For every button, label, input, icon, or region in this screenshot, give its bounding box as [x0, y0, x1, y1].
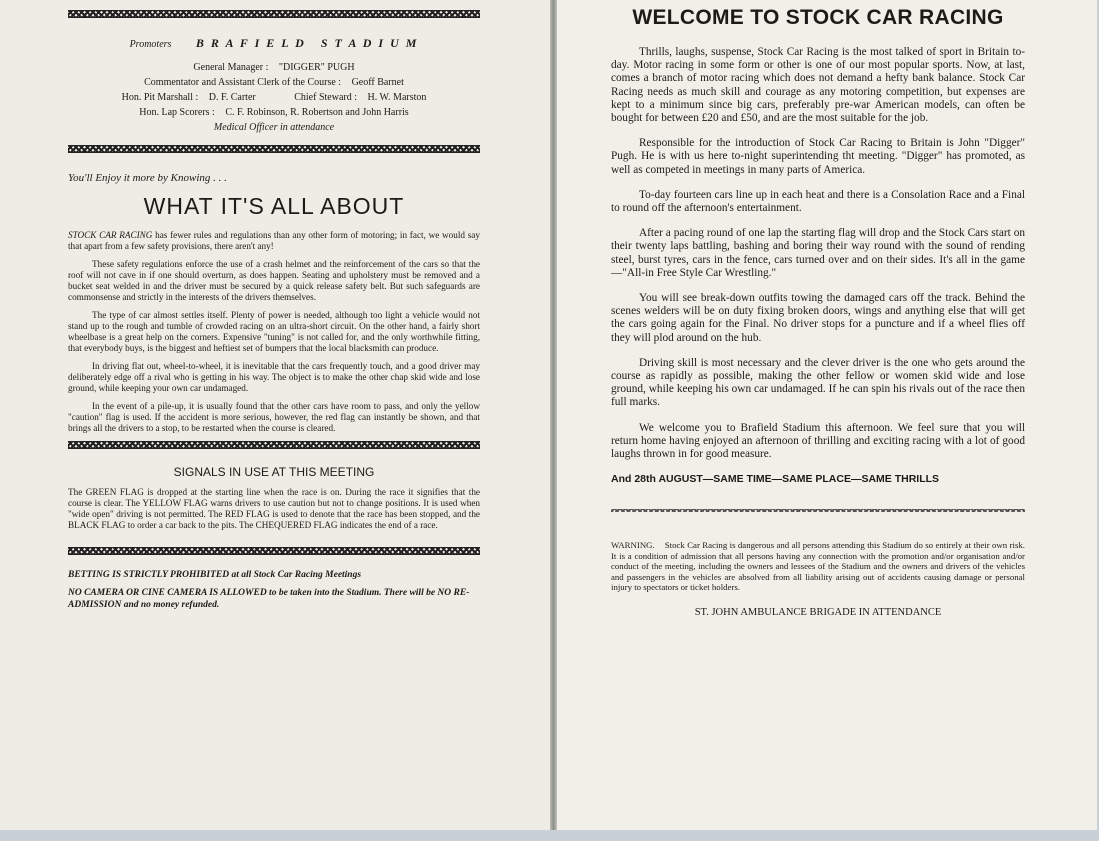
lap-label: Hon. Lap Scorers : — [139, 107, 215, 118]
ambulance-notice: ST. JOHN AMBULANCE BRIGADE IN ATTENDANCE — [694, 606, 942, 618]
welcome-text — [611, 46, 1025, 461]
lap-names: C. F. Robinson, R. Robertson and John Harris — [225, 107, 409, 118]
commentator-name: Geoff Barnet — [351, 77, 404, 88]
welcome-heading: WELCOME TO STOCK CAR RACING — [632, 6, 1004, 29]
camera-notice: NO CAMERA OR CINE CAMERA IS ALLOWED to be taken into the Stadium. There will be NO RE-ADMISSION and no money refunded. — [68, 588, 470, 610]
body-paragraph: To-day fourteen cars line up in each heat and there is a Consolation Race and a Final to round off the afternoon's entertainment. — [611, 188, 1025, 215]
warning-text: Stock Car Racing is dangerous and all persons attending this Stadium do so entirely at their own risk. It is a condition of admission that all persons having any connection with the promotion and/or organisation and/or conduct of the meeting, including the owners and lessees of the Stadium and the owners and drivers of the vehicles and passengers in the vehicles are absolved from all liability arising out of accidents causing damage or personal injury to spectators or ticket holders. — [611, 540, 1025, 593]
signals-text: The GREEN FLAG is dropped at the starting line when the race is on. During the race it signifies that the course is clear. The YELLOW FLAG warns drivers to use caution but not to change positions. It is used when "wide open" driving is not permitted. The RED FLAG is used to denote that the race has been stopped, and the BLACK FLAG to order a car back to the pits. The CHEQUERED FLAG indicates the end of a race. — [68, 487, 480, 530]
right-page — [557, 0, 1097, 830]
body-paragraph: We welcome you to Brafield Stadium this afternoon. We feel sure that you will return home having enjoyed an afternoon of thrilling and exciting racing with a lot of good laughs thrown in for good measure. — [611, 421, 1025, 461]
decorative-rule — [68, 547, 480, 555]
commentator-label: Commentator and Assistant Clerk of the Course : — [144, 77, 342, 88]
next-meeting: And 28th AUGUST—SAME TIME—SAME PLACE—SAME THRILLS — [611, 473, 940, 486]
body-paragraph: You will see break-down outfits towing the damaged cars off the track. Behind the scenes welders will be on duty fixing broken doors, wings and anything else that will get the cars going again for the Final. No driver stops for a puncture and if a wheel flies off they will plod around on the hub. — [611, 292, 1025, 344]
intro-lead: STOCK CAR RACING — [68, 230, 153, 240]
warning-label: WARNING. — [611, 540, 655, 551]
intro-rest: has fewer rules and regulations than any other form of motoring; in fact, we would say that apart from a few safety provisions, there aren't any! — [68, 230, 480, 251]
decorative-rule — [68, 10, 480, 18]
steward-label: Chief Steward : — [294, 92, 357, 103]
pit-name: D. F. Carter — [208, 92, 256, 103]
body-paragraph: Responsible for the introduction of Stock Car Racing to Britain is John "Digger" Pugh. He is with us here to-night superintending tht meeting. "Digger" has promoted, as well as competed in meetings in many parts of America. — [611, 137, 1025, 176]
warning-notice — [611, 540, 1025, 593]
officials-block — [68, 36, 480, 135]
body-paragraph: In the event of a pile-up, it is usually found that the other cars have room to pass, and only the yellow "caution" flag is used. If the accident is more serious, however, the red flag can instantly be shown, and that brings all the drivers to a stop, to be restarted when the course is cleared. — [68, 401, 480, 433]
left-page — [0, 0, 550, 830]
betting-notice: BETTING IS STRICTLY PROHIBITED at all Stock Car Racing Meetings — [68, 570, 362, 580]
body-paragraph: These safety regulations enforce the use of a crash helmet and the reinforcement of the cars so that the roof will not cave in if one should overturn, as does happen. Seating and upholstery must be removed and a bucket seat welded in and the driver must be secured by a quick release safety belt. But such safeguards are commonsense and strictly in the interests of the drivers themselves. — [68, 259, 480, 302]
body-paragraph: Driving skill is most necessary and the clever driver is the one who gets around the course as rapidly as possible, making the other fellow or women skid wide and lose ground, while keeping his own car undamaged. If he can spin his rivals out of the race then full marks. — [611, 356, 1025, 409]
body-text — [68, 230, 480, 434]
booklet-spine — [550, 0, 557, 830]
body-paragraph: The type of car almost settles itself. Plenty of power is needed, although too light a vehicle would not stand up to the rough and tumble of crowded racing on an ultra-short circuit. On the other hand, a fairly short wheelbase is a great help on the corners. Expensive "tuning" is not called for, and the only worthwhile fitting, that everybody buys, is the biggest and heftiest set of bumpers that the local blacksmith can produce. — [68, 310, 480, 353]
body-paragraph: After a pacing round of one lap the starting flag will drop and the Stock Cars start on their twenty laps battling, bashing and boring their way round with the sound of rending steel, burst tyres, cars in the fence, cars turned over and on their sides. It's all in the game—"All-in Free Style Car Wrestling." — [611, 227, 1025, 279]
decorative-rule — [68, 441, 480, 449]
steward-name: H. W. Marston — [367, 92, 427, 103]
decorative-rule — [611, 509, 1025, 512]
body-paragraph: In driving flat out, wheel-to-wheel, it is inevitable that the cars frequently touch, and a good driver may deliberately edge off a rival who is getting in his way. The object is to make the other chap skid wide and lose ground, while keeping your own car undamaged. — [68, 361, 480, 393]
gm-label: General Manager : — [193, 62, 269, 73]
tagline: You'll Enjoy it more by Knowing . . . — [68, 172, 227, 184]
intro-paragraph — [68, 230, 480, 252]
pit-label: Hon. Pit Marshall : — [121, 92, 199, 103]
gm-name: "DIGGER" PUGH — [278, 62, 355, 73]
promoters-label: Promoters — [129, 39, 172, 50]
decorative-rule — [68, 145, 480, 153]
medical-officer: Medical Officer in attendance — [213, 122, 335, 133]
section-heading: WHAT IT'S ALL ABOUT — [143, 193, 405, 219]
signals-heading: SIGNALS IN USE AT THIS MEETING — [173, 465, 375, 479]
stadium-name: B R A F I E L D S T A D I U M — [195, 36, 419, 50]
body-paragraph: Thrills, laughs, suspense, Stock Car Racing is the most talked of sport in Britain to-day. Motor racing in some form or other is one of our most popular sports. Now, at last, comes a branch of motor racing which does not demand a hefty bank balance. Stock Car Racing needs as much skill and courage as any motoring competition, but expenses are kept to a minimum since big cars, preferably pre-war American models, can often be bought for between £20 and £50, and are the most suitable for the job. — [611, 46, 1025, 125]
